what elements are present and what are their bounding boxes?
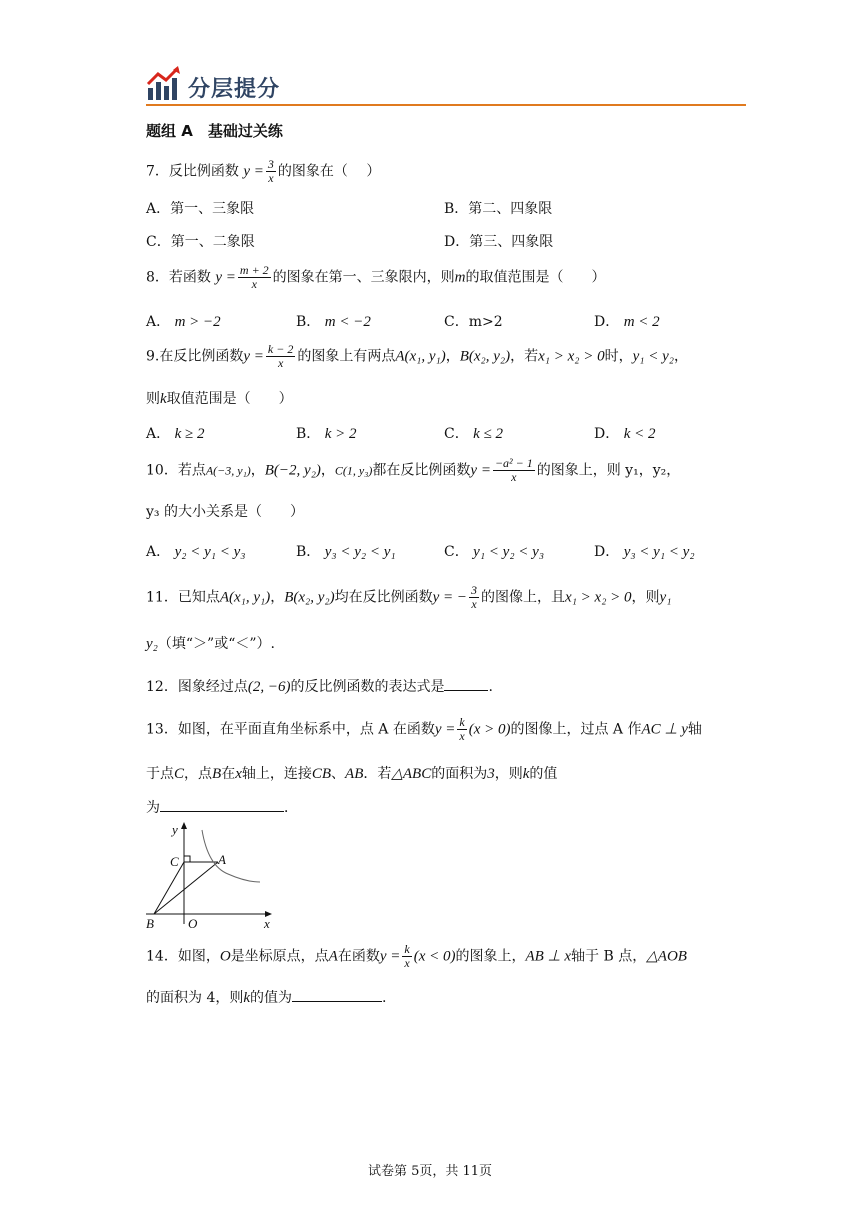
question-12: 12．图象经过点(2, −6)的反比例函数的表达式是 . [146,679,493,695]
q10-option-d[interactable]: D． y₃ < y₁ < y₂ [594,544,695,560]
question-8: 8．若函数 y = $\frac{m + 2}{x}$ 的图象在第一、三象限内，则m的取值范围是（ ） [146,263,606,291]
q10-option-b[interactable]: B． y₃ < y₂ < y₁ [296,544,396,560]
question-13: 13．如图，在平面直角坐标系中，点 A 在函数y = $\frac{k}{x}$ (x > 0)的图像上，过点 A 作AC ⊥ y轴 [146,715,702,743]
question-9-line2: 则k取值范围是（ ） [146,391,293,407]
hyperbola-curve [202,830,260,882]
question-7: 7．反比例函数 y = $\frac{3}{x}$ 的图象在（ ） [146,157,381,185]
fraction: $\frac{3}{x}$ [267,157,274,185]
fraction: $\frac{k}{x}$ [459,715,465,743]
label-x: x [264,916,270,930]
chart-growth-icon [146,64,182,102]
y-arrow [181,822,187,829]
question-13-line2: 于点C，点B在x轴上，连接CB、AB．若△ABC的面积为3，则k的值 [146,766,558,782]
q8-option-b[interactable]: B． m < −2 [296,314,371,330]
question-number: 7． [146,163,169,180]
label-b: B [146,916,154,930]
segment-ab [154,862,218,914]
question-11: 11．已知点A(x₁, y₁)，B(x₂, y₂)均在反比例函数y = − $\frac{3}{x}$ 的图像上，且x₁ > x₂ > 0，则y₁ [146,583,672,611]
page-header [146,64,746,108]
q7-option-d[interactable]: D．第三、四象限 [444,234,554,250]
question-10: 10．若点A(−3, y₁)，B(−2, y₂)，C(1, y₃)都在反比例函数y = $\frac{\text{−a² − 1}}{x}$ 的图象上，则 y₁，y₂， [146,456,681,484]
section-title: 题组 A 基础过关练 [146,122,283,140]
segment-cb [154,862,184,914]
header-divider [146,104,746,106]
question-11-line2: y₂（填“＞”或“＜”）. [146,636,275,652]
q7-option-c[interactable]: C．第一、二象限 [146,234,255,250]
fraction: $\frac{m + 2}{x}$ [239,263,269,291]
q8-option-d[interactable]: D． m < 2 [594,314,660,330]
label-y: y [172,822,178,837]
fraction: $\frac{k - 2}{x}$ [267,342,294,370]
answer-blank[interactable] [292,989,382,1002]
q7-option-b[interactable]: B．第二、四象限 [444,201,553,217]
q10-option-a[interactable]: A． y₂ < y₁ < y₃ [146,544,246,560]
question-14: 14．如图，O是坐标原点，点A在函数y = $\frac{k}{x}$ (x < 0)的图象上，AB ⊥ x轴于 B 点，△AOB [146,942,687,970]
label-c: C [170,854,179,869]
q13-figure [146,820,276,930]
q9-option-c[interactable]: C． k ≤ 2 [444,426,504,442]
q9-option-a[interactable]: A． k ≥ 2 [146,426,205,442]
q8-option-c[interactable]: C．m>2 [444,314,503,330]
label-a: A [218,852,226,867]
question-10-line2: y₃ 的大小关系是（ ） [146,504,304,520]
header-title: 分层提分 [188,77,281,102]
q9-option-d[interactable]: D． k < 2 [594,426,656,442]
fraction: $\frac{\text{−a² − 1}}{x}$ [494,456,533,484]
q9-option-b[interactable]: B． k > 2 [296,426,357,442]
answer-blank[interactable] [160,799,284,812]
q8-option-a[interactable]: A． m > −2 [146,314,221,330]
question-9: 9.在反比例函数y = $\frac{k - 2}{x}$ 的图象上有两点A(x₁, y₁)，B(x₂, y₂)，若x₁ > x₂ > 0时，y₁ < y₂， [146,342,689,370]
label-o: O [188,916,198,930]
fraction: $\frac{k}{x}$ [404,942,410,970]
q10-option-c[interactable]: C． y₁ < y₂ < y₃ [444,544,545,560]
answer-blank[interactable] [444,678,488,691]
page-footer: 试卷第 5页，共 11页 [367,1164,493,1179]
right-angle-mark [184,856,190,862]
question-13-line3: 为 ． [146,800,298,816]
q7-option-a[interactable]: A．第一、三象限 [146,201,255,217]
fraction: $\frac{3}{x}$ [471,583,478,611]
question-14-line2: 的面积为 4，则k的值为 . [146,990,387,1006]
